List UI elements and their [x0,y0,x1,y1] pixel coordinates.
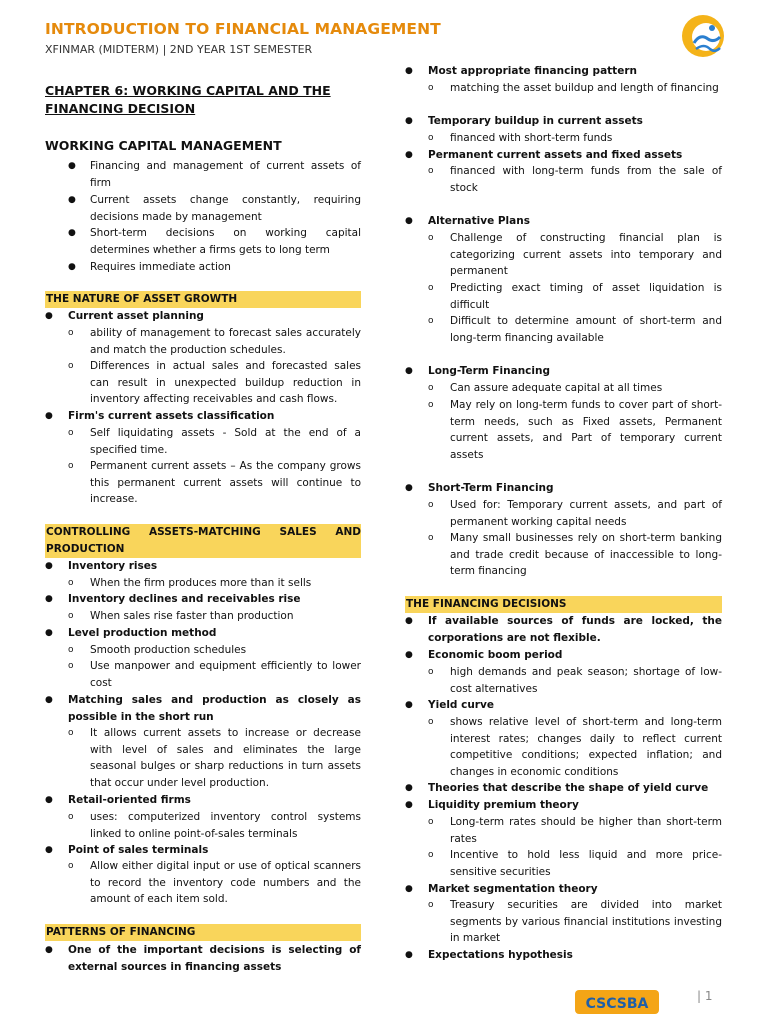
circle-bullet-icon: o [68,645,74,655]
circle-bullet-icon: o [68,578,74,588]
list-item: Current asset planning [68,310,204,322]
list-item: Expectations hypothesis [428,949,573,961]
bullet-icon: ● [45,561,53,571]
circle-bullet-icon: o [428,500,434,510]
org-logo-icon [680,13,726,59]
sub-item: Predicting exact timing of asset liquidation is difficult [450,282,722,311]
list-item: Most appropriate financing pattern [428,65,637,77]
sub-item: uses: computerized inventory control systems linked to online point-of-sales terminals [90,811,361,840]
list-item: Temporary buildup in current assets [428,115,643,127]
sub-item: When the firm produces more than it sells [90,577,312,589]
list-item: Theories that describe the shape of yield curve [428,782,709,794]
sub-item: high demands and peak season; shortage of low-cost alternatives [450,666,722,695]
sub-item: matching the asset buildup and length of financing [450,82,719,94]
circle-bullet-icon: o [428,717,434,727]
circle-bullet-icon: o [428,900,434,910]
bullet-icon: ● [45,845,53,855]
sub-item: Self liquidating assets - Sold at the end of a specified time. [90,427,361,456]
page-number: | 1 [697,989,713,1003]
list-item: Economic boom period [428,649,563,661]
circle-bullet-icon: o [68,611,74,621]
sub-item: shows relative level of short-term and long-term interest rates; changes daily to reflect current competitive conditions; expected inflation; and changes in economic conditions [450,716,722,778]
footer-logo-text: CSCSBA [585,996,649,1012]
sub-item: Allow either digital input or use of optical scanners to record the inventory code numbers and the amount of each item sold. [90,860,361,906]
circle-bullet-icon: o [428,283,434,293]
circle-bullet-icon: o [428,383,434,393]
bullet-icon: ● [68,161,76,171]
sub-item: Long-term rates should be higher than short-term rates [450,816,722,845]
list-item: Alternative Plans [428,215,530,227]
list-item: Permanent current assets and fixed assets [428,149,683,161]
list-item: Liquidity premium theory [428,799,579,811]
document-title: INTRODUCTION TO FINANCIAL MANAGEMENT [45,20,441,38]
circle-bullet-icon: o [428,667,434,677]
sub-item: Smooth production schedules [90,644,247,656]
sub-item: Can assure adequate capital at all times [450,382,663,394]
bullet-icon: ● [405,150,413,160]
sub-item: financed with short-term funds [450,132,613,144]
circle-bullet-icon: o [428,133,434,143]
document-subtitle: XFINMAR (MIDTERM) | 2ND YEAR 1ST SEMESTER [45,43,313,56]
section-heading-working-capital: WORKING CAPITAL MANAGEMENT [45,138,282,153]
section-heading-controlling-assets: CONTROLLING ASSETS-MATCHING SALES AND PRODUCTION [45,524,361,558]
bullet-icon: ● [68,262,76,272]
list-item: Long-Term Financing [428,365,550,377]
sub-item: Permanent current assets – As the company grows this permanent current assets will continue to increase. [90,460,361,506]
list-item: Firm's current assets classification [68,410,275,422]
bullet-icon: ● [405,616,413,626]
bullet-icon: ● [405,950,413,960]
bullet-icon: ● [405,783,413,793]
sub-item: financed with long-term funds from the sale of stock [450,165,722,194]
bullet-icon: ● [405,700,413,710]
circle-bullet-icon: o [428,850,434,860]
list-item: One of the important decisions is selecting of external sources in financing assets [68,944,361,973]
bullet-icon: ● [45,311,53,321]
bullet-icon: ● [405,483,413,493]
section-heading-patterns: PATTERNS OF FINANCING [45,924,361,941]
circle-bullet-icon: o [428,166,434,176]
sub-item: Used for: Temporary current assets, and part of permanent working capital needs [450,499,722,528]
bullet-icon: ● [405,650,413,660]
footer-logo [573,984,661,1018]
bullet-icon: ● [68,195,76,205]
bullet-icon: ● [45,411,53,421]
list-item: Level production method [68,627,217,639]
sub-item: May rely on long-term funds to cover part of short-term needs, such as Fixed assets, Permanent current assets, and Part of temporary current assets [450,399,722,461]
bullet-icon: ● [405,366,413,376]
bullet-icon: ● [45,695,53,705]
bullet-icon: ● [405,884,413,894]
list-item: Point of sales terminals [68,844,209,856]
sub-item: Challenge of constructing financial plan is categorizing current assets into temporary and permanent [450,232,722,278]
bullet-icon: ● [405,216,413,226]
circle-bullet-icon: o [428,817,434,827]
circle-bullet-icon: o [68,728,74,738]
sub-item: Incentive to hold less liquid and more price-sensitive securities [450,849,722,878]
sub-item: Many small businesses rely on short-term banking and trade credit because of inaccessible to long-term financing [450,532,722,578]
bullet-icon: ● [405,800,413,810]
circle-bullet-icon: o [68,461,74,471]
bullet-icon: ● [405,66,413,76]
bullet-icon: ● [45,795,53,805]
bullet-icon: ● [45,628,53,638]
circle-bullet-icon: o [68,361,74,371]
bullet-icon: ● [45,945,53,955]
sub-item: When sales rise faster than production [90,610,294,622]
list-item: If available sources of funds are locked, the corporations are not flexible. [428,615,722,644]
circle-bullet-icon: o [428,233,434,243]
bullet-icon: ● [405,116,413,126]
list-item: Market segmentation theory [428,883,598,895]
sub-item: Treasury securities are divided into market segments by various financial institutions investing in market [450,899,722,945]
sub-item: Difficult to determine amount of short-term and long-term financing available [450,315,722,344]
sub-item: Use manpower and equipment efficiently to lower cost [90,660,361,689]
sub-item: Differences in actual sales and forecasted sales can result in unexpected buildup reduction in inventory affecting receivables and cash flows. [90,360,361,406]
circle-bullet-icon: o [68,812,74,822]
chapter-title: CHAPTER 6: WORKING CAPITAL AND THE FINANCING DECISION [45,83,331,116]
list-item: Short-Term Financing [428,482,554,494]
circle-bullet-icon: o [428,83,434,93]
sub-item: It allows current assets to increase or decrease with level of sales and eliminates the large seasonal bulges or sharp reductions in turn assets that occur under level production. [90,727,361,789]
circle-bullet-icon: o [428,316,434,326]
list-item: Matching sales and production as closely as possible in the short run [68,694,361,723]
circle-bullet-icon: o [68,328,74,338]
list-item: Inventory rises [68,560,158,572]
circle-bullet-icon: o [68,861,74,871]
bullet-icon: ● [68,228,76,238]
bullet-icon: ● [45,594,53,604]
circle-bullet-icon: o [428,533,434,543]
section-heading-financing-decisions: THE FINANCING DECISIONS [405,596,722,613]
list-item: Yield curve [428,699,494,711]
list-item: Inventory declines and receivables rise [68,593,301,605]
circle-bullet-icon: o [428,400,434,410]
sub-item: ability of management to forecast sales accurately and match the production schedules. [90,327,361,356]
circle-bullet-icon: o [68,661,74,671]
section-heading-asset-growth: THE NATURE OF ASSET GROWTH [45,291,361,308]
list-item: Retail-oriented firms [68,794,191,806]
circle-bullet-icon: o [68,428,74,438]
